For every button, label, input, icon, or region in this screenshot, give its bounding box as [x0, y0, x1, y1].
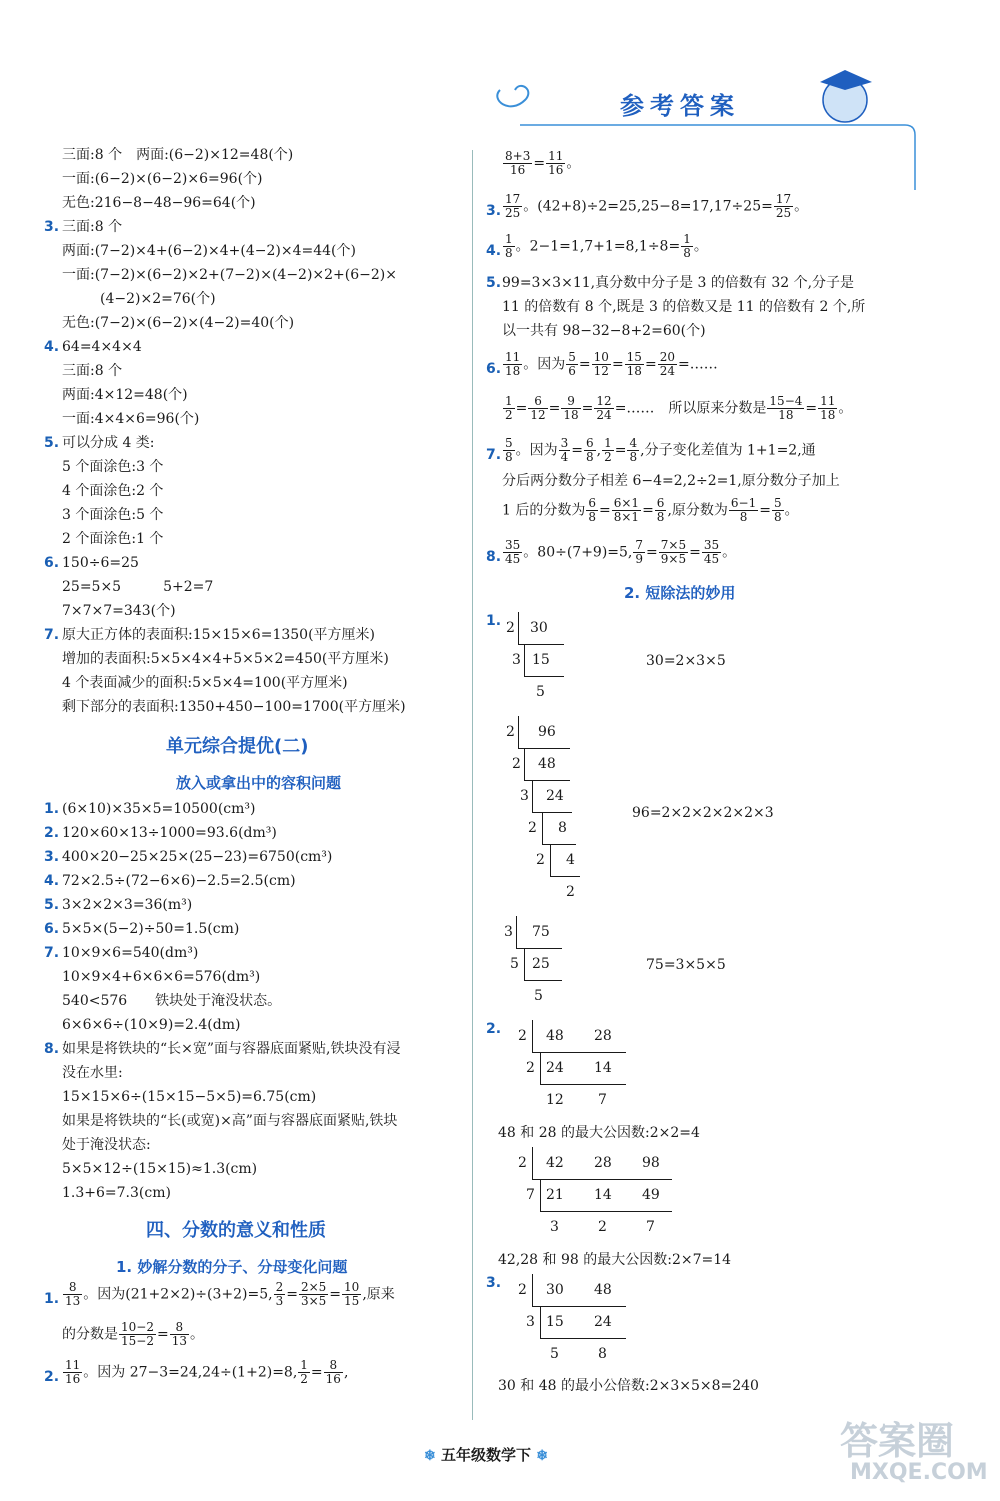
question-number: 3. [44, 219, 60, 235]
question-number: 4. [486, 243, 502, 259]
text-line: 2 个面涂色:1 个 [62, 531, 164, 547]
text-line: 1.3+6=7.3(cm) [62, 1185, 171, 1201]
question-number: 6. [44, 921, 60, 937]
result-line: 48 和 28 的最大公因数:2×2=4 [498, 1125, 700, 1141]
text-line: 400×20−25×25×(25−23)=6750(cm³) [62, 849, 333, 865]
fraction-line: $\frac{8}{13}$ 。因为(21+2×2)÷(3+2)=5, $\frac{2}{3}$ = $\frac{2\times 5}{3\times 5}$ = $\frac{10}{15}$ ,原来 [65, 1280, 395, 1308]
text-line: 一面:4×4×6=96(个) [62, 411, 200, 427]
text-line: 7×7×7=343(个) [62, 603, 176, 619]
fraction: $\frac{17}{25}$ [775, 192, 792, 220]
fraction: $\frac{5}{6}$ [568, 350, 576, 378]
question-number: 5. [44, 435, 60, 451]
quotient: 5 [536, 684, 545, 700]
fraction: $\frac{6}{8}$ [586, 436, 594, 464]
text-line: 25=5×5 5+2=7 [62, 579, 214, 595]
fraction: $\frac{6}{12}$ [530, 394, 546, 422]
fraction: $\frac{8+3}{16}$ [505, 149, 531, 177]
fraction: $\frac{1}{2}$ [505, 394, 513, 422]
text-line: 剩下部分的表面积:1350+450−100=1700(平方厘米) [62, 699, 406, 715]
question-number: 7. [486, 447, 502, 463]
question-number: 5. [44, 897, 60, 913]
fraction: $\frac{6}{8}$ [588, 496, 596, 524]
quotient: 15 [532, 652, 550, 668]
factorization: 96=2×2×2×2×2×3 [632, 805, 774, 821]
text-line: 以一共有 98−32−8+2=60(个) [502, 323, 706, 339]
text-line: 3×2×2×3=36(m³) [62, 897, 193, 913]
question-number: 6. [44, 555, 60, 571]
fraction: $\frac{15-4}{18}$ [769, 394, 803, 422]
section-heading: 单元综合提优(二) [166, 736, 309, 757]
question-number: 7. [44, 627, 60, 643]
question-number: 6. [486, 361, 502, 377]
section-heading: 四、分数的意义和性质 [146, 1220, 326, 1241]
text-line: 10×9×6=540(dm³) [62, 945, 199, 961]
snowflake-icon: ❄ [536, 1448, 548, 1464]
fraction: $\frac{5}{8}$ [773, 496, 782, 524]
fraction: $\frac{20}{24}$ [659, 350, 675, 378]
question-number: 1. [486, 613, 502, 629]
divisor: 3 [512, 652, 521, 668]
text-line: 原大正方体的表面积:15×15×6=1350(平方厘米) [62, 627, 375, 643]
dividend: 30 [530, 620, 548, 636]
text-line: 10×9×4+6×6×6=576(dm³) [62, 969, 261, 985]
watermark-url: MXQE.COM [850, 1460, 988, 1485]
result-line: 42,28 和 98 的最大公因数:2×7=14 [498, 1252, 732, 1268]
text-line: 5×5×(5−2)÷50=1.5(cm) [62, 921, 240, 937]
fraction-line: $\frac{8+3}{16}$ = $\frac{11}{16}$ 。 [505, 149, 581, 177]
fraction: $\frac{4}{8}$ [629, 436, 638, 464]
fraction: $\frac{7}{9}$ [635, 538, 644, 566]
fraction-line: 的分数是 $\frac{10-2}{15-2}$ = $\frac{8}{13}$ 。 [62, 1320, 204, 1348]
text-line: 两面:(7−2)×4+(6−2)×4+(4−2)×4=44(个) [62, 243, 356, 259]
text-line: 一面:(7−2)×(6−2)×2+(7−2)×(4−2)×2+(6−2)× [62, 267, 397, 283]
text-line: 如果是将铁块的“长(或宽)×高”面与容器底面紧贴,铁块 [62, 1113, 398, 1129]
question-number: 4. [44, 339, 60, 355]
text-line: 64=4×4×4 [62, 339, 142, 355]
fraction: $\frac{8}{13}$ [65, 1280, 81, 1308]
result-line: 30 和 48 的最小公倍数:2×3×5×8=240 [498, 1378, 759, 1394]
fraction: $\frac{17}{25}$ [505, 192, 521, 220]
text-line: 无色:216−8−48−96=64(个) [62, 195, 256, 211]
text-line: 处于淹没状态: [62, 1137, 151, 1153]
text-line: 三面:8 个 两面:(6−2)×12=48(个) [62, 147, 294, 163]
divisor: 2 [506, 620, 515, 636]
text-line: 可以分成 4 类: [62, 435, 155, 451]
fraction: $\frac{15}{18}$ [626, 350, 642, 378]
fraction: $\frac{1}{8}$ [505, 232, 513, 260]
question-number: 2. [44, 825, 60, 841]
fraction-line: $\frac{11}{18}$ 。因为 $\frac{5}{6}$ = $\frac{10}{12}$ = $\frac{15}{18}$ = $\frac{20}{24}$ =…… [505, 350, 718, 378]
fraction: $\frac{10-2}{15-2}$ [121, 1320, 154, 1348]
fraction: $\frac{2}{3}$ [275, 1280, 284, 1308]
fraction: $\frac{6}{8}$ [656, 496, 665, 524]
subsection-heading: 放入或拿出中的容积问题 [176, 774, 342, 792]
question-number: 8. [44, 1041, 60, 1057]
text-line: 3 个面涂色:5 个 [62, 507, 164, 523]
question-number: 3. [486, 1275, 502, 1291]
text-line: 72×2.5÷(72−6×6)−2.5=2.5(cm) [62, 873, 296, 889]
page-footer [424, 1444, 548, 1465]
text-line: 6×6×6÷(10×9)=2.4(dm) [62, 1017, 241, 1033]
text-line: 三面:8 个 [62, 363, 123, 379]
watermark-logo: 答案圈 [840, 1419, 955, 1463]
swirl-ornament [497, 86, 528, 106]
fraction: $\frac{11}{16}$ [548, 149, 564, 177]
text-line: 540<576 铁块处于淹没状态。 [62, 993, 282, 1009]
fraction: $\frac{1}{2}$ [300, 1358, 308, 1386]
factorization: 75=3×5×5 [646, 957, 726, 973]
fraction-line: $\frac{11}{16}$ 。因为 27−3=24,24÷(1+2)=8, $\frac{1}{2}$ = $\frac{8}{16}$ , [65, 1358, 349, 1386]
fraction: $\frac{35}{45}$ [505, 538, 521, 566]
fraction: $\frac{7\times 5}{9\times 5}$ [660, 538, 687, 566]
question-number: 3. [44, 849, 60, 865]
fraction-line: $\frac{5}{8}$ 。因为 $\frac{3}{4}$ = $\frac{6}{8}$ , $\frac{1}{2}$ = $\frac{4}{8}$ ,分子变化差值为 1+1=2,通 [505, 436, 816, 464]
text-line: 如果是将铁块的“长×宽”面与容器底面紧贴,铁块没有浸 [62, 1041, 401, 1057]
fraction: $\frac{6\times 1}{8\times 1}$ [613, 496, 640, 524]
column-divider [472, 150, 473, 1420]
text-line: 11 的倍数有 8 个,既是 3 的倍数又是 11 的倍数有 2 个,所 [502, 299, 866, 315]
fraction: $\frac{11}{16}$ [65, 1358, 81, 1386]
text-line: 120×60×13÷1000=93.6(dm³) [62, 825, 277, 841]
subsection-heading: 2. 短除法的妙用 [624, 584, 736, 602]
fraction: $\frac{1}{8}$ [683, 232, 691, 260]
text-line: 4 个表面减少的面积:5×5×4=100(平方厘米) [62, 675, 348, 691]
snowflake-icon: ❄ [424, 1448, 436, 1464]
answer-key-title: 参考答案 [620, 92, 740, 120]
text-line: 4 个面涂色:2 个 [62, 483, 164, 499]
footer-label: 五年级数学下 [440, 1446, 531, 1464]
question-number: 1. [44, 801, 60, 817]
factorization: 30=2×3×5 [646, 653, 726, 669]
fraction: $\frac{2\times 5}{3\times 5}$ [300, 1280, 327, 1308]
question-number: 4. [44, 873, 60, 889]
fraction-line: $\frac{17}{25}$ 。(42+8)÷2=25,25−8=17,17÷25= $\frac{17}{25}$ 。 [505, 192, 809, 220]
text-line: (4−2)×2=76(个) [100, 291, 216, 307]
fraction: $\frac{9}{18}$ [563, 394, 579, 422]
fraction-line: 1 后的分数为 $\frac{6}{8}$ = $\frac{6\times 1}{8\times 1}$ = $\frac{6}{8}$ ,原分数为 $\frac{6-1}{8}$ = $\frac{5}{8}$ 。 [502, 496, 799, 524]
fraction: $\frac{12}{24}$ [596, 394, 612, 422]
fraction-line: $\frac{1}{8}$ 。2−1=1,7+1=8,1÷8= $\frac{1}{8}$ 。 [505, 232, 708, 260]
fraction: $\frac{5}{8}$ [505, 436, 513, 464]
question-number: 1. [44, 1291, 60, 1307]
fraction: $\frac{6-1}{8}$ [730, 496, 757, 524]
text-line: 没在水里: [62, 1065, 123, 1081]
fraction-line: $\frac{35}{45}$ 。80÷(7+9)=5, $\frac{7}{9}$ = $\frac{7\times 5}{9\times 5}$ = $\frac{35}{45}$ 。 [505, 538, 737, 566]
fraction: $\frac{11}{18}$ [820, 394, 836, 422]
text-line: 分后两分数分子相差 6−4=2,2÷2=1,原分数分子加上 [502, 473, 840, 489]
text-line: 三面:8 个 [62, 219, 123, 235]
text-line: 15×15×6÷(15×15−5×5)=6.75(cm) [62, 1089, 317, 1105]
fraction: $\frac{10}{12}$ [593, 350, 609, 378]
text-line: 5 个面涂色:3 个 [62, 459, 164, 475]
fraction: $\frac{3}{4}$ [560, 436, 569, 464]
question-number: 2. [486, 1021, 502, 1037]
text-line: (6×10)×35×5=10500(cm³) [62, 801, 256, 817]
question-number: 7. [44, 945, 60, 961]
question-number: 5. [486, 275, 502, 291]
header-decoration [480, 60, 920, 200]
question-number: 2. [44, 1369, 60, 1385]
question-number: 3. [486, 203, 502, 219]
fraction: $\frac{10}{15}$ [344, 1280, 360, 1308]
subsection-heading: 1. 妙解分数的分子、分母变化问题 [116, 1258, 348, 1276]
fraction: $\frac{11}{18}$ [505, 350, 521, 378]
fraction: $\frac{8}{13}$ [171, 1320, 187, 1348]
fraction: $\frac{1}{2}$ [604, 436, 612, 464]
text-line: 一面:(6−2)×(6−2)×6=96(个) [62, 171, 263, 187]
fraction-line: $\frac{1}{2}$ = $\frac{6}{12}$ = $\frac{9}{18}$ = $\frac{12}{24}$ =…… 所以原来分数是 $\frac{15-4}{18}$ = $\frac{11}{18}$ 。 [505, 394, 853, 422]
question-number: 8. [486, 549, 502, 565]
text-line: 99=3×3×11,真分数中分子是 3 的倍数有 32 个,分子是 [502, 275, 855, 291]
text-line: 150÷6=25 [62, 555, 139, 571]
text-line: 两面:4×12=48(个) [62, 387, 188, 403]
fraction: $\frac{35}{45}$ [703, 538, 720, 566]
text-line: 无色:(7−2)×(6−2)×(4−2)=40(个) [62, 315, 295, 331]
fraction: $\frac{8}{16}$ [325, 1358, 341, 1386]
text-line: 增加的表面积:5×5×4×4+5×5×2=450(平方厘米) [62, 651, 389, 667]
text-line: 5×5×12÷(15×15)≈1.3(cm) [62, 1161, 258, 1177]
